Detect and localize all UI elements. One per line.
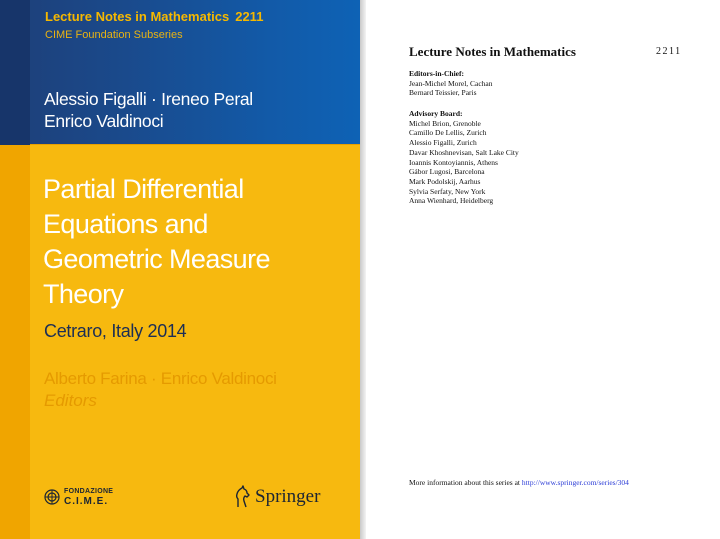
cime-line-2: C.I.M.E.: [64, 496, 109, 507]
springer-logo: [232, 485, 320, 509]
advisory-board-block: [409, 109, 519, 206]
more-info-line: [409, 478, 629, 487]
list-item: Michel Brion, Grenoble: [409, 118, 481, 128]
book-title: [43, 172, 270, 312]
list-item: Alessio Figalli, Zurich: [409, 138, 477, 148]
title-line: Equations and: [43, 209, 208, 239]
series-label: [45, 9, 263, 24]
list-item: Camillo De Lellis, Zurich: [409, 128, 487, 138]
book-subtitle: Cetraro, Italy 2014: [44, 321, 187, 341]
list-item: Sylvia Serfaty, New York: [409, 186, 486, 196]
cime-logo-icon: [44, 489, 60, 505]
cover-divider: [30, 144, 360, 145]
title-line: Theory: [43, 279, 124, 309]
editors-role: Editors: [44, 391, 97, 410]
editors-in-chief-block: [409, 69, 493, 98]
publisher-name: Springer: [255, 486, 321, 507]
advisory-board-heading: Advisory Board:: [409, 109, 463, 118]
more-info-text: More information about this series at: [409, 478, 522, 487]
title-line: Geometric Measure: [43, 244, 270, 274]
page-title: Lecture Notes in Mathematics: [409, 44, 576, 59]
list-item: Anna Wienhard, Heidelberg: [409, 196, 494, 206]
title-line: Partial Differential: [43, 174, 244, 204]
subseries-label: CIME Foundation Subseries: [45, 29, 183, 41]
authors-line-2: Enrico Valdinoci: [44, 111, 164, 131]
list-item: Gábor Lugosi, Barcelona: [409, 167, 485, 177]
list-item: Mark Podolskij, Aarhus: [409, 176, 481, 186]
series-volume: 2211: [235, 9, 264, 24]
cime-line-1: FONDAZIONE: [64, 488, 114, 495]
cover-spine-band: [0, 145, 30, 539]
series-name: Lecture Notes in Mathematics: [45, 9, 230, 24]
series-page: [366, 0, 720, 539]
list-item: Ioannis Kontoyiannis, Athens: [409, 157, 498, 167]
editors-in-chief-heading: Editors-in-Chief:: [409, 69, 464, 78]
springer-horse-icon: [232, 485, 252, 509]
editors-names: Alberto Farina · Enrico Valdinoci: [44, 369, 277, 388]
cime-logo: [44, 487, 113, 507]
list-item: Davar Khoshnevisan, Salt Lake City: [409, 147, 519, 157]
list-item: Bernard Teissier, Paris: [409, 88, 477, 98]
authors-line-1: Alessio Figalli · Ireneo Peral: [44, 89, 253, 109]
list-item: Jean-Michel Morel, Cachan: [409, 78, 493, 88]
page-volume-number: 2211: [656, 46, 682, 57]
cover-spine-band-top: [0, 0, 30, 145]
series-link[interactable]: http://www.springer.com/series/304: [521, 478, 629, 487]
